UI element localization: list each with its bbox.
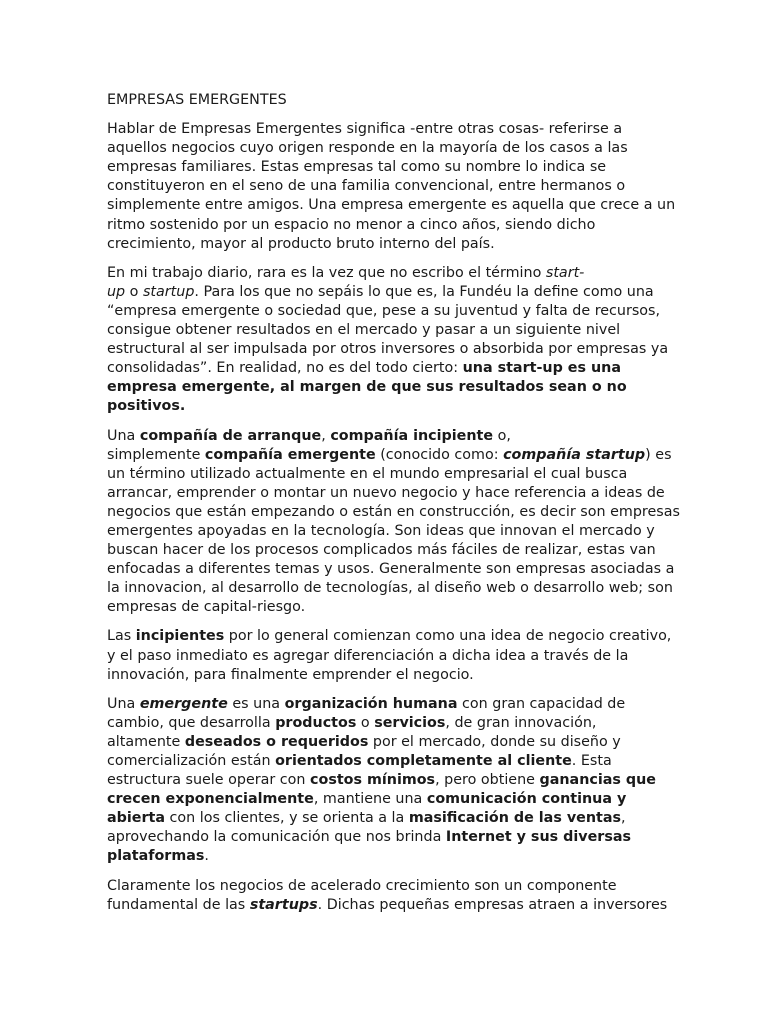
text-line — [107, 397, 663, 416]
text-run: . Para los que no sepáis lo que es, la Fundéu la define como una — [194, 283, 654, 300]
emphasized-text: start- — [545, 264, 585, 281]
text-run: emergentes apoyadas en la tecnología. Son ideas que innovan el mercado y — [107, 522, 655, 539]
text-line — [107, 790, 663, 809]
text-line — [107, 771, 663, 790]
paragraph — [107, 120, 676, 254]
text-line — [107, 264, 663, 283]
text-run: aprovechando la comunicación que nos brinda — [107, 829, 446, 846]
text-line — [107, 809, 663, 828]
emphasized-text: comunicación continua y — [426, 791, 627, 808]
paragraph-list — [107, 120, 680, 915]
paragraph — [107, 695, 663, 867]
text-line — [107, 283, 663, 302]
text-run: ritmo sostenido por un espacio no menor a cinco años, siendo dicho — [107, 216, 596, 233]
text-line — [107, 446, 672, 465]
emphasized-text: servicios — [374, 714, 446, 731]
emphasized-text: compañía de arranque — [139, 427, 322, 444]
emphasized-text: una start-up es una — [462, 360, 621, 377]
text-run: estructural al ser impulsada por otros inversores o absorbida por empresas ya — [107, 341, 669, 358]
text-line — [107, 877, 663, 896]
text-line — [107, 896, 668, 915]
text-line — [107, 321, 663, 340]
text-line — [107, 177, 663, 196]
text-run: o — [356, 714, 375, 731]
text-line — [107, 598, 663, 617]
emphasized-text: deseados o requeridos — [184, 733, 369, 750]
text-run: (conocido como: — [375, 446, 504, 463]
emphasized-text: emergente — [139, 695, 228, 712]
text-line — [107, 541, 663, 560]
paragraph — [107, 264, 669, 417]
text-run: enfocadas a diferentes temas y usos. Generalmente son empresas asociadas a — [107, 561, 675, 578]
text-line — [107, 695, 663, 714]
emphasized-text: compañía incipiente — [330, 427, 494, 444]
text-run: buscan hacer de los procesos complicados más fáciles de realizar, estas van — [107, 542, 656, 559]
text-line — [107, 302, 663, 321]
text-line — [107, 522, 663, 541]
text-run: . Dichas pequeñas empresas atraen a inversores — [317, 896, 668, 913]
text-line — [107, 666, 663, 685]
text-run: consigue obtener resultados en el mercado y pasar a un siguiente nivel — [107, 322, 621, 339]
text-run: Una — [107, 427, 140, 444]
text-run: consolidadas”. En realidad, no es del todo cierto: — [107, 360, 463, 377]
emphasized-text: empresa emergente, al margen de que sus resultados sean o no — [107, 379, 627, 396]
text-run: constituyeron en el seno de una familia convencional, entre hermanos o — [107, 178, 626, 195]
text-line — [107, 847, 663, 866]
text-run: , pero obtiene — [435, 772, 540, 789]
text-run: innovación, para finalmente emprender el negocio. — [107, 666, 474, 683]
document-body — [107, 91, 680, 925]
emphasized-text: crecen exponencialmente — [107, 791, 314, 808]
text-line — [107, 647, 663, 666]
emphasized-text: positivos. — [107, 398, 186, 415]
text-run: un término utilizado actualmente en el mundo empresarial el cual busca — [107, 465, 628, 482]
emphasized-text: compañía emergente — [204, 446, 376, 463]
text-run: . Esta — [571, 753, 612, 769]
emphasized-text: abierta — [107, 810, 166, 827]
emphasized-text: up — [107, 283, 126, 300]
text-line — [107, 752, 663, 771]
text-line — [107, 120, 663, 139]
text-line — [107, 579, 673, 598]
text-line — [107, 359, 663, 378]
text-run: , — [621, 810, 626, 827]
text-run: negocios que están empezando o están en construcción, es decir son empresas — [107, 503, 680, 520]
text-run: simplemente entre amigos. Una empresa emergente es aquella que crece a un — [107, 197, 676, 214]
text-run: comercialización están — [107, 753, 276, 769]
text-run: simplemente — [107, 446, 205, 463]
emphasized-text: productos — [275, 714, 357, 731]
emphasized-text: orientados completamente al cliente — [275, 753, 572, 769]
emphasized-text: costos mínimos — [310, 772, 436, 789]
text-run: ) es — [645, 446, 672, 463]
document-title: EMPRESAS EMERGENTES — [107, 92, 287, 108]
text-line — [107, 465, 663, 484]
text-run: por el mercado, donde su diseño y — [368, 733, 621, 750]
text-run: . — [204, 848, 209, 865]
emphasized-text: compañía startup — [503, 446, 646, 463]
text-run: con gran capacidad de — [457, 695, 626, 712]
text-run: con los clientes, y se orienta a la — [165, 810, 409, 827]
text-run: o, — [493, 427, 511, 444]
text-line — [107, 627, 672, 646]
text-run: empresas familiares. Estas empresas tal como su nombre lo indica se — [107, 159, 607, 176]
text-run: aquellos negocios cuyo origen responde en la mayoría de los casos a las — [107, 140, 628, 157]
text-line — [107, 139, 663, 158]
text-line — [107, 235, 663, 254]
text-run: , mantiene una — [313, 791, 427, 808]
text-line — [107, 158, 663, 177]
emphasized-text: organización humana — [284, 695, 458, 712]
emphasized-text: incipientes — [135, 628, 225, 645]
text-line — [107, 714, 663, 733]
text-line — [107, 733, 663, 752]
text-run: fundamental de las — [107, 896, 250, 913]
text-run: es una — [227, 695, 285, 712]
text-run: “empresa emergente o sociedad que, pese a su juventud y falta de recursos, — [107, 302, 661, 319]
text-run: cambio, que desarrolla — [107, 714, 276, 731]
text-line — [107, 427, 663, 446]
text-run: estructura suele operar con — [107, 772, 311, 789]
paragraph — [107, 427, 680, 618]
text-line — [107, 340, 669, 359]
text-run: Una — [107, 695, 140, 712]
text-line — [107, 828, 663, 847]
text-line — [107, 484, 663, 503]
text-run: En mi trabajo diario, rara es la vez que no escribo el término — [107, 264, 546, 281]
text-run: o — [125, 283, 143, 300]
text-run: empresas de capital-riesgo. — [107, 599, 306, 616]
text-run: crecimiento, mayor al producto bruto interno del país. — [107, 235, 495, 252]
text-run: por lo general comienzan como una idea de negocio creativo, — [224, 628, 672, 645]
text-run: y el paso inmediato es agregar diferenciación a dicha idea a través de la — [107, 647, 629, 664]
emphasized-text: startup — [142, 283, 195, 300]
text-run: altamente — [107, 733, 185, 750]
text-run: arrancar, emprender o montar un nuevo negocio y hace referencia a ideas de — [107, 484, 665, 501]
text-line — [107, 378, 663, 397]
text-run: , — [321, 427, 331, 444]
emphasized-text: startups — [249, 896, 318, 913]
text-run: Hablar de Empresas Emergentes significa -entre otras cosas- referirse a — [107, 121, 623, 138]
emphasized-text: plataformas — [107, 848, 205, 865]
text-line — [107, 560, 675, 579]
text-run: Las — [107, 628, 136, 645]
text-line — [107, 196, 676, 215]
text-run: la innovacion, al desarrollo de tecnologías, al diseño web o desarrollo web; son — [107, 580, 673, 597]
paragraph — [107, 877, 668, 915]
text-run: , de gran innovación, — [445, 714, 597, 731]
text-line — [107, 216, 663, 235]
emphasized-text: ganancias que — [539, 772, 657, 789]
text-line — [107, 503, 680, 522]
emphasized-text: masificación de las ventas — [408, 810, 622, 827]
paragraph — [107, 627, 672, 684]
emphasized-text: Internet y sus diversas — [445, 829, 631, 846]
text-run: Claramente los negocios de acelerado crecimiento son un componente — [107, 877, 617, 894]
